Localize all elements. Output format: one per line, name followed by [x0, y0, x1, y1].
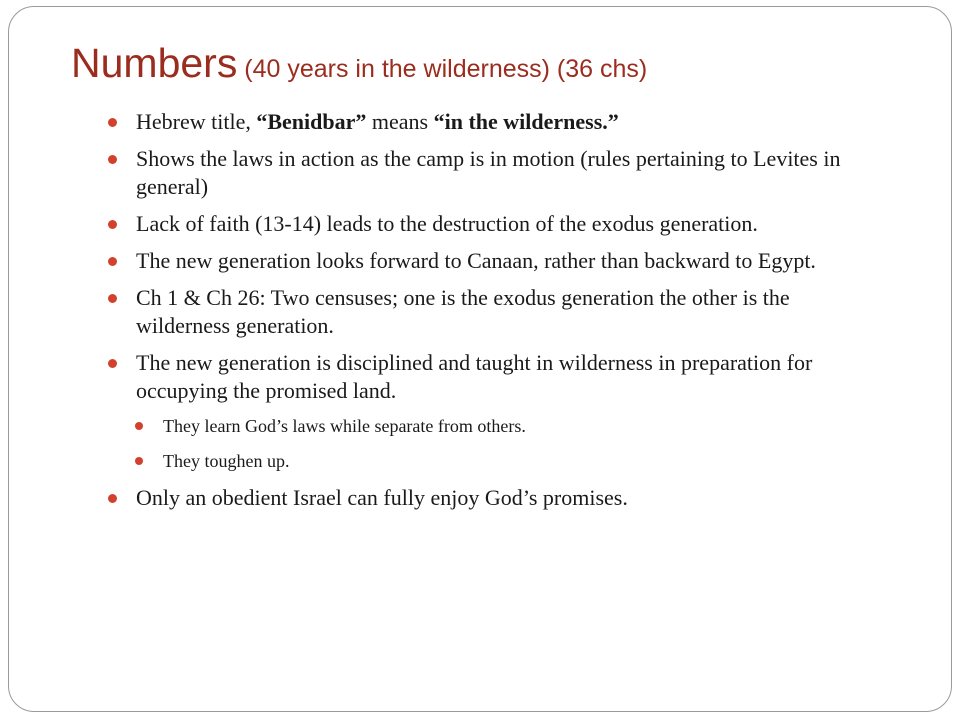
bullet-text: Shows the laws in action as the camp is in motion (rules pertaining to Levites in general): [136, 146, 841, 199]
title-main: Numbers: [71, 40, 238, 86]
bullet-dot-icon: [108, 220, 117, 229]
bullet-item: [104, 284, 864, 340]
bullet-text-hebrew-title: “Benidbar”: [256, 109, 367, 134]
sub-bullet-text: They learn God’s laws while separate from others.: [163, 416, 526, 436]
bullet-item: [104, 247, 864, 275]
bullet-item: [104, 145, 864, 201]
bullet-text: Lack of faith (13-14) leads to the destruction of the exodus generation.: [136, 211, 758, 236]
title-subtitle: (40 years in the wilderness) (36 chs): [237, 55, 648, 83]
bullet-list: [104, 108, 864, 521]
bullet-text: The new generation is disciplined and taught in wilderness in preparation for occupying the promised land.: [136, 350, 813, 403]
slide-title: [71, 40, 648, 86]
bullet-dot-icon: [108, 494, 117, 503]
bullet-text: Only an obedient Israel can fully enjoy God’s promises.: [136, 485, 628, 510]
bullet-item: [104, 349, 864, 405]
bullet-dot-icon: [108, 359, 117, 368]
sub-bullet-dot-icon: [135, 457, 143, 465]
bullet-text-middle: means: [366, 109, 434, 134]
bullet-text-meaning: “in the wilderness.”: [433, 109, 619, 134]
sub-bullet-item: [104, 449, 864, 473]
bullet-dot-icon: [108, 294, 117, 303]
sub-bullet-text: They toughen up.: [163, 451, 290, 471]
bullet-dot-icon: [108, 155, 117, 164]
bullet-item: [104, 210, 864, 238]
bullet-text-prefix: Hebrew title,: [136, 109, 257, 134]
bullet-text: Ch 1 & Ch 26: Two censuses; one is the exodus generation the other is the wilderness generation.: [136, 285, 790, 338]
bullet-item: [104, 484, 864, 512]
sub-bullet-item: [104, 414, 864, 438]
bullet-dot-icon: [108, 118, 117, 127]
bullet-item: [104, 108, 864, 136]
sub-bullet-dot-icon: [135, 422, 143, 430]
bullet-text: The new generation looks forward to Canaan, rather than backward to Egypt.: [136, 248, 816, 273]
bullet-dot-icon: [108, 257, 117, 266]
